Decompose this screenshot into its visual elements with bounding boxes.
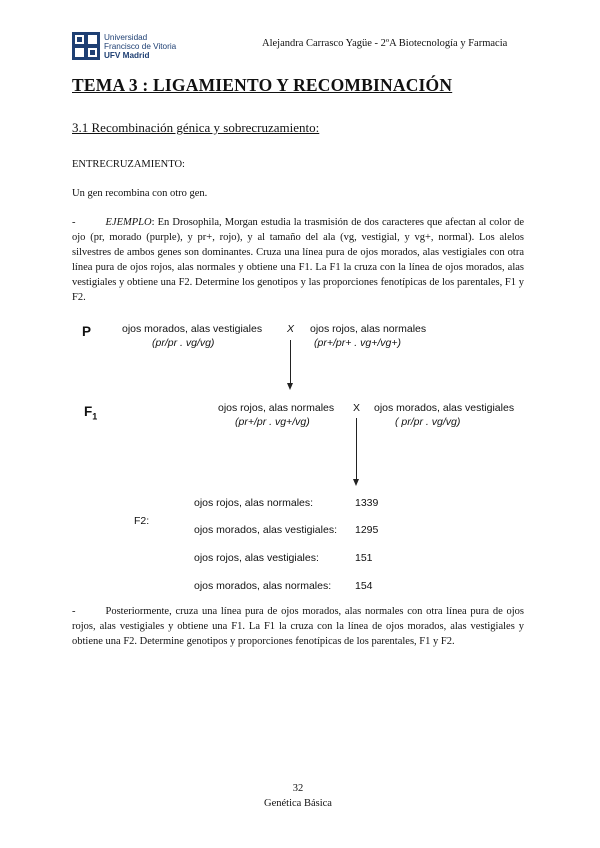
ufv-emblem-icon xyxy=(72,32,100,60)
example-text: : En Drosophila, Morgan estudia la trasmisión de dos caracteres que afectan al color de ojo (pr, morado (purple), y pr+, rojo), y al tamaño del ala (vg, vestigial, y vg+, normal). Los alelos silvestres de ambos genes son dominantes. Cruza una línea pura de ojos morados, alas vestigiales con otra línea pura de ojos rojos, alas normales y obtiene una F1. La F1 la cruza con la línea de ojos morados, alas vestigiales y obtiene una F2. Determine los genotipos y las proporciones fenotípicas de los parentales, F1 y F2. xyxy=(72,217,524,303)
f2-generation-label: F2: xyxy=(134,515,150,527)
f1-to-f2-arrow xyxy=(356,418,357,480)
p-right-genotype: (pr+/pr+ . vg+/vg+) xyxy=(314,337,401,349)
logo-line-3: UFV Madrid xyxy=(104,51,150,60)
f2-row-count: 154 xyxy=(355,580,373,592)
example2-dash: - xyxy=(72,606,76,617)
example-paragraph-1 xyxy=(72,215,524,305)
example-paragraph-2 xyxy=(72,604,524,649)
logo-text xyxy=(104,33,176,60)
p-left-genotype: (pr/pr . vg/vg) xyxy=(152,337,215,349)
logo-line-2: Francisco de Vitoria xyxy=(104,42,177,51)
p-cross-symbol: X xyxy=(287,323,295,335)
page-title: TEMA 3 : LIGAMIENTO Y RECOMBINACIÓN xyxy=(72,75,453,95)
f1-generation-label xyxy=(84,404,97,422)
p-right-phenotype: ojos rojos, alas normales xyxy=(310,323,427,335)
section-heading: 3.1 Recombinación génica y sobrecruzamiento: xyxy=(72,120,320,135)
f1-to-f2-arrowhead xyxy=(353,479,359,486)
f2-row-phenotype: ojos rojos, alas vestigiales: xyxy=(194,552,319,564)
logo-line-1: Universidad xyxy=(104,33,148,42)
f2-row-count: 151 xyxy=(355,552,373,564)
f1-cross-symbol: X xyxy=(353,402,361,414)
header-author: Alejandra Carrasco Yagüe - 2ºA Biotecnología y Farmacia xyxy=(262,38,508,49)
f1-left-phenotype: ojos rojos, alas normales xyxy=(218,402,335,414)
f2-row-phenotype: ojos rojos, alas normales: xyxy=(194,497,314,509)
example-label: EJEMPLO xyxy=(105,217,152,228)
f2-row-count: 1295 xyxy=(355,524,379,536)
example2-text: Posteriormente, cruza una línea pura de ojos morados, alas normales con otra línea pura de ojos rojos, alas vestigiales y obtiene una F1. La F1 la cruza con la línea de ojos morados, alas vestigiales y obtiene una F2. Determine genotipos y proporciones fenotípicas de los parentales, F1 y F2. xyxy=(72,606,524,647)
f1-label-subscript: 1 xyxy=(92,411,98,422)
f1-right-genotype: ( pr/pr . vg/vg) xyxy=(395,416,461,428)
p-left-phenotype: ojos morados, alas vestigiales xyxy=(122,323,263,335)
footer-subject: Genética Básica xyxy=(264,798,332,809)
f1-left-genotype: (pr+/pr . vg+/vg) xyxy=(235,416,310,428)
p-to-f1-arrow xyxy=(290,340,291,384)
p-generation-label: P xyxy=(82,324,92,339)
p-to-f1-arrowhead xyxy=(287,383,293,390)
intro-text: Un gen recombina con otro gen. xyxy=(72,188,208,199)
f2-row-count: 1339 xyxy=(355,497,379,509)
f1-label-letter: F xyxy=(84,404,93,419)
university-logo xyxy=(72,32,196,66)
f2-row-phenotype: ojos morados, alas normales: xyxy=(194,580,332,592)
example-dash: - xyxy=(72,217,76,228)
f2-row-phenotype: ojos morados, alas vestigiales: xyxy=(194,524,337,536)
f1-right-phenotype: ojos morados, alas vestigiales xyxy=(374,402,515,414)
subheading: ENTRECRUZAMIENTO: xyxy=(72,159,185,170)
page-number: 32 xyxy=(292,783,304,794)
